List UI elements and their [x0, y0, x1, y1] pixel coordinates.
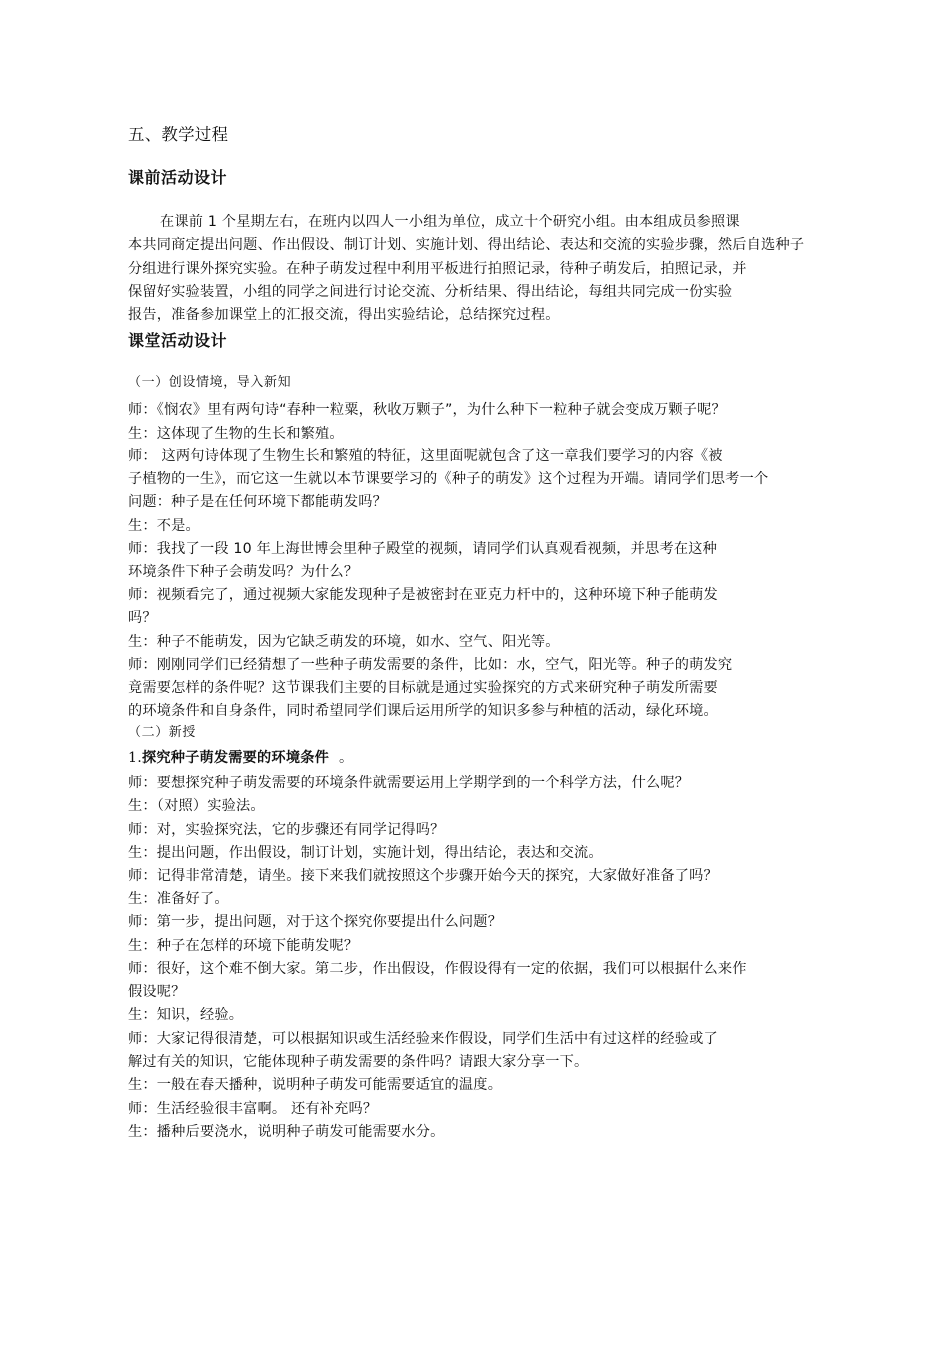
dialogue-line: 吗？: [128, 610, 157, 626]
heading-number: 1.: [128, 750, 142, 766]
dialogue-line: 师：记得非常清楚，请坐。接下来我们就按照这个步骤开始今天的探究，大家做好准备了吗？: [128, 868, 718, 884]
dialogue-line: 师：《悯农》里有两句诗“春种一粒粟，秋收万颗子”，为什么种下一粒种子就会变成万颗子呢？: [128, 402, 726, 418]
dialogue-line: 师：视频看完了，通过视频大家能发现种子是被密封在亚克力杆中的，这种环境下种子能萌发: [128, 587, 718, 603]
dialogue-line: 假设呢？: [128, 984, 186, 1000]
dialogue-line: 师：我找了一段 10 年上海世博会里种子殿堂的视频，请同学们认真观看视频，并思考在这种: [128, 541, 717, 557]
dialogue-line: 师：生活经验很丰富啊。 还有补充吗？: [128, 1101, 378, 1117]
dialogue-line: 生：知识，经验。: [128, 1007, 244, 1023]
dialogue-line: 生：（对照）实验法。: [128, 798, 265, 814]
dialogue-line: 师：第一步，提出问题，对于这个探究你要提出什么问题？: [128, 914, 503, 930]
in-class-heading: 课堂活动设计: [128, 331, 228, 350]
dialogue-line: 生：播种后要浇水，说明种子萌发可能需要水分。: [128, 1124, 445, 1140]
pre-class-paragraph-line: 保留好实验装置，小组的同学之间进行讨论交流、分析结果、得出结论，每组共同完成一份实验: [128, 284, 733, 300]
dialogue-line: 生：一般在春天播种，说明种子萌发可能需要适宜的温度。: [128, 1077, 503, 1093]
dialogue-line: 师： 这两句诗体现了生物生长和繁殖的特征，这里面呢就包含了这一章我们要学习的内容《被: [128, 448, 723, 464]
section-heading: 五、教学过程: [128, 125, 229, 144]
dialogue-line: 师：很好，这个难不倒大家。第二步，作出假设，作假设得有一定的依据，我们可以根据什么来作: [128, 961, 747, 977]
dialogue-line: 环境条件下种子会萌发吗？为什么？: [128, 564, 359, 580]
dialogue-line: 生：种子不能萌发，因为它缺乏萌发的环境，如水、空气、阳光等。: [128, 634, 560, 650]
dialogue-line: 生：这体现了生物的生长和繁殖。: [128, 426, 344, 442]
heading-tail: 。: [338, 750, 354, 766]
dialogue-line: 解过有关的知识，它能体现种子萌发需要的条件吗？请跟大家分享一下。: [128, 1054, 589, 1070]
dialogue-line: 问题：种子是在任何环境下都能萌发吗？: [128, 494, 387, 510]
subsection-heading: （一）创设情境，导入新知: [128, 375, 292, 390]
dialogue-line: 生：种子在怎样的环境下能萌发呢？: [128, 938, 359, 954]
dialogue-line: 师：要想探究种子萌发需要的环境条件就需要运用上学期学到的一个科学方法，什么呢？: [128, 775, 690, 791]
dialogue-line: 生：不是。: [128, 518, 200, 534]
pre-class-paragraph-line: 报告，准备参加课堂上的汇报交流，得出实验结论，总结探究过程。: [128, 307, 560, 323]
numbered-heading: [128, 748, 353, 768]
dialogue-line: 子植物的一生》，而它这一生就以本节课要学习的《种子的萌发》这个过程为开端。请同学们思考一个: [128, 471, 769, 487]
dialogue-line: 生：准备好了。: [128, 891, 229, 907]
dialogue-line: 师：大家记得很清楚，可以根据知识或生活经验来作假设，同学们生活中有过这样的经验或了: [128, 1031, 718, 1047]
pre-class-paragraph-line: 本共同商定提出问题、作出假设、制订计划、实施计划、得出结论、表达和交流的实验步骤，然后自选种子: [128, 237, 805, 253]
pre-class-paragraph-line: 在课前 1 个星期左右，在班内以四人一小组为单位，成立十个研究小组。由本组成员参照课: [160, 214, 740, 230]
dialogue-line: 师：对，实验探究法，它的步骤还有同学记得吗？: [128, 822, 445, 838]
dialogue-line: 师：刚刚同学们已经猜想了一些种子萌发需要的条件，比如：水，空气，阳光等。种子的萌发究: [128, 657, 733, 673]
heading-text: 探究种子萌发需要的环境条件: [141, 750, 329, 766]
dialogue-line: 生：提出问题，作出假设，制订计划，实施计划，得出结论，表达和交流。: [128, 845, 603, 861]
dialogue-line: 竟需要怎样的条件呢？这节课我们主要的目标就是通过实验探究的方式来研究种子萌发所需要: [128, 680, 718, 696]
subsection-heading: （二）新授: [128, 725, 197, 740]
pre-class-heading: 课前活动设计: [128, 168, 228, 187]
pre-class-paragraph-line: 分组进行课外探究实验。在种子萌发过程中利用平板进行拍照记录，待种子萌发后，拍照记录，并: [128, 261, 747, 277]
dialogue-line: 的环境条件和自身条件，同时希望同学们课后运用所学的知识多参与种植的活动，绿化环境。: [128, 703, 718, 719]
